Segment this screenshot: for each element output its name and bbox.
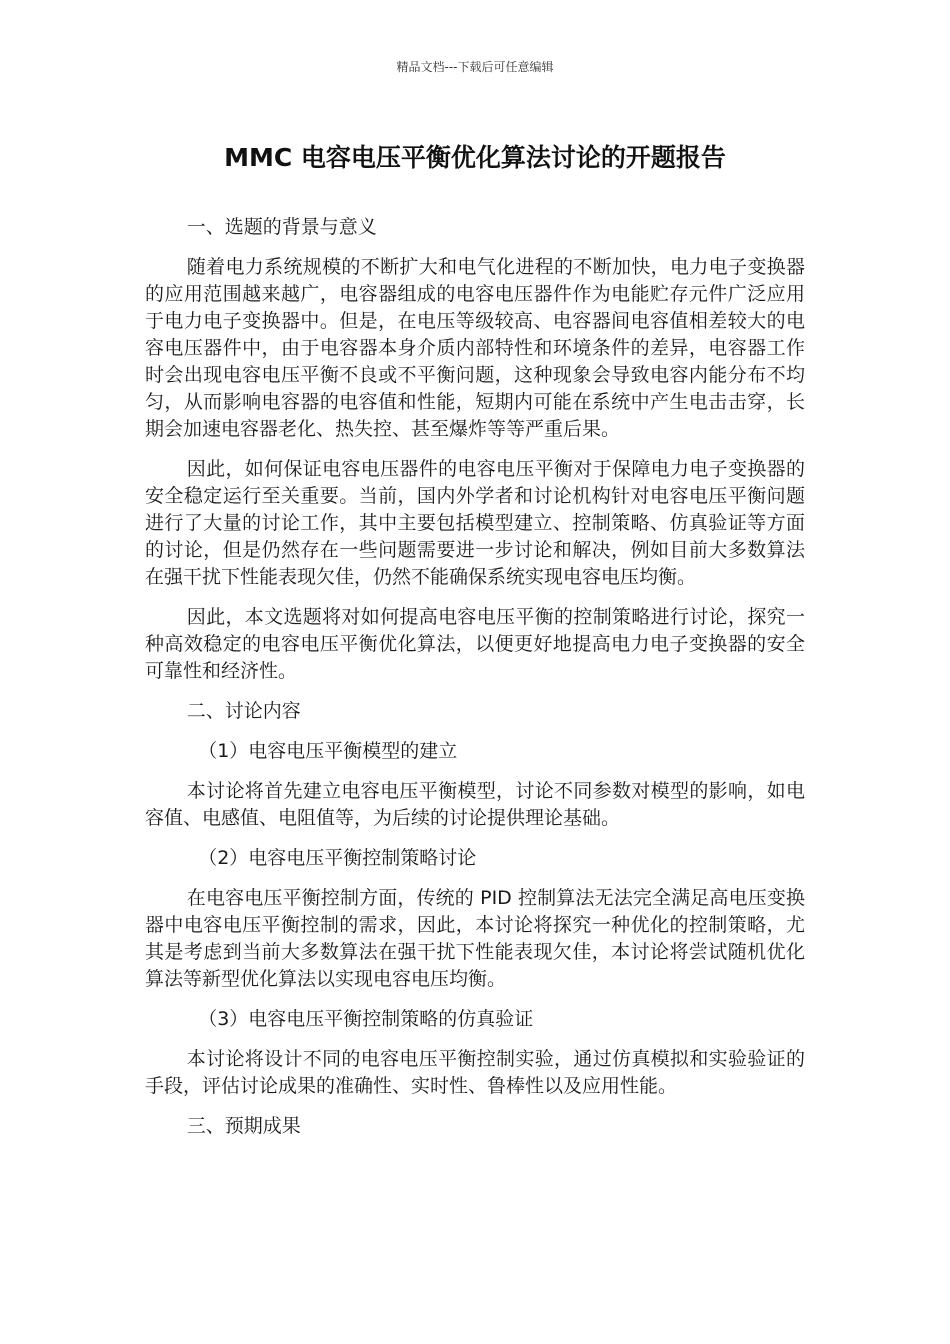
document-body — [145, 214, 805, 1153]
paragraph: 本讨论将首先建立电容电压平衡模型，讨论不同参数对模型的影响，如电容值、电感值、电阻值等，为后续的讨论提供理论基础。 — [145, 780, 805, 829]
paragraph: 因此，本文选题将对如何提高电容电压平衡的控制策略进行讨论，探究一种高效稳定的电容电压平衡优化算法，以便更好地提高电力电子变换器的安全可靠性和经济性。 — [145, 606, 805, 682]
paragraph: 本讨论将设计不同的电容电压平衡控制实验，通过仿真模拟和实验验证的手段，评估讨论成果的准确性、实时性、鲁棒性以及应用性能。 — [145, 1048, 805, 1097]
section-heading-content: 二、讨论内容 — [186, 700, 301, 722]
section-heading-background: 一、选题的背景与意义 — [186, 216, 377, 238]
subheading-simulation: （3）电容电压平衡控制策略的仿真验证 — [198, 1008, 534, 1030]
section-heading-expected-results: 三、预期成果 — [186, 1115, 301, 1137]
paragraph: 因此，如何保证电容电压器件的电容电压平衡对于保障电力电子变换器的安全稳定运行至关重要。当前，国内外学者和讨论机构针对电容电压平衡问题进行了大量的讨论工作，其中主要包括模型建立、控制策略、仿真验证等方面的讨论，但是仍然存在一些问题需要进一步讨论和解决，例如目前大多数算法在强干扰下性能表现欠佳，仍然不能确保系统实现电容电压均衡。 — [145, 458, 805, 588]
subheading-control-strategy: （2）电容电压平衡控制策略讨论 — [198, 847, 477, 869]
paragraph: 随着电力系统规模的不断扩大和电气化进程的不断加快，电力电子变换器的应用范围越来越广，电容器组成的电容电压器件作为电能贮存元件广泛应用于电力电子变换器中。但是，在电压等级较高、电容器间电容值相差较大的电容电压器件中，由于电容器本身介质内部特性和环境条件的差异，电容器工作时会出现电容电压平衡不良或不平衡问题，这种现象会导致电容内能分布不均匀，从而影响电容器的电容值和性能，短期内可能在系统中产生电击击穿，长期会加速电容器老化、热失控、甚至爆炸等等严重后果。 — [145, 256, 805, 440]
document-title: MMC 电容电压平衡优化算法讨论的开题报告 — [224, 143, 726, 172]
paragraph: 在电容电压平衡控制方面，传统的 PID 控制算法无法完全满足高电压变换器中电容电压平衡控制的需求，因此，本讨论将探究一种优化的控制策略，尤其是考虑到当前大多数算法在强干扰下性能表现欠佳，本讨论将尝试随机优化算法等新型优化算法以实现电容电压均衡。 — [145, 887, 805, 990]
header-note: 精品文档---下载后可任意编辑 — [396, 60, 554, 74]
subheading-model: （1）电容电压平衡模型的建立 — [198, 740, 458, 762]
